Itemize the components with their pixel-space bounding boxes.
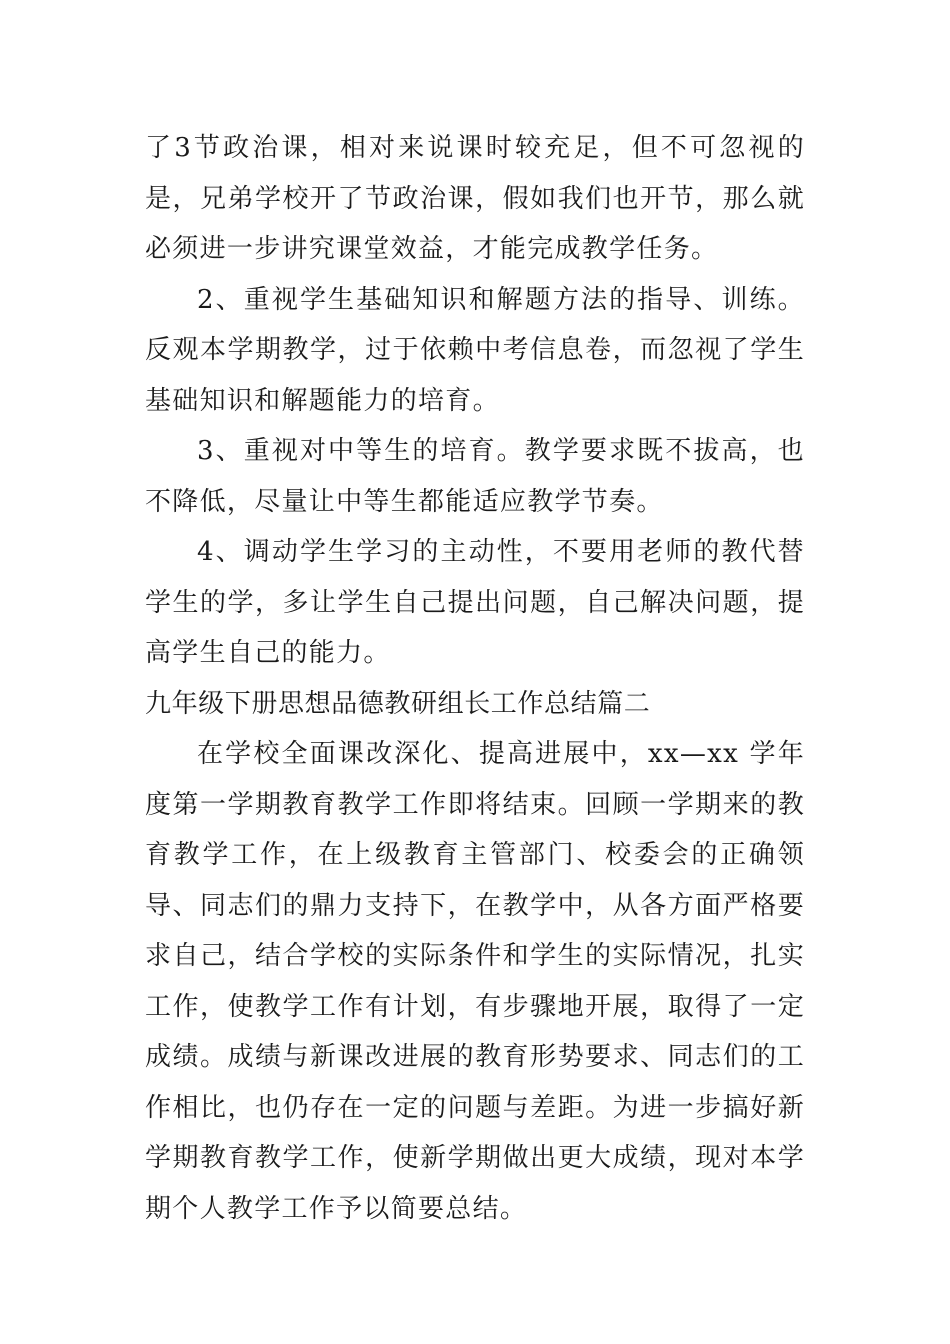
section-heading: 九年级下册思想品德教研组长工作总结篇二: [145, 688, 651, 719]
paragraph-item-3: 3、重视对中等生的培育。教学要求既不拔高，也不降低，尽量让中等生都能适应教学节奏。: [145, 436, 805, 517]
paragraph-item-4: 4、调动学生学习的主动性，不要用老师的教代替学生的学，多让学生自己提出问题，自己解决问题，提高学生自己的能力。: [145, 537, 805, 668]
paragraph-continuation: 了3节政治课，相对来说课时较充足，但不可忽视的是，兄弟学校开了节政治课，假如我们也开节，那么就必须进一步讲究课堂效益，才能完成教学任务。: [145, 133, 805, 264]
document-page: [145, 123, 805, 1234]
paragraph-item-2: 2、重视学生基础知识和解题方法的指导、训练。反观本学期教学，过于依赖中考信息卷，而忽视了学生基础知识和解题能力的培育。: [145, 284, 805, 416]
paragraph-body: 在学校全面课改深化、提高进展中，xx—xx 学年度第一学期教育教学工作即将结束。回顾一学期来的教育教学工作，在上级教育主管部门、校委会的正确领导、同志们的鼎力支持下，在教学中，从各方面严格要求自己，结合学校的实际条件和学生的实际情况，扎实工作，使教学工作有计划，有步骤地开展，取得了一定成绩。成绩与新课改进展的教育形势要求、同志们的工作相比，也仍存在一定的问题与差距。为进一步搞好新学期教育教学工作，使新学期做出更大成绩，现对本学期个人教学工作予以简要总结。: [145, 739, 805, 1224]
